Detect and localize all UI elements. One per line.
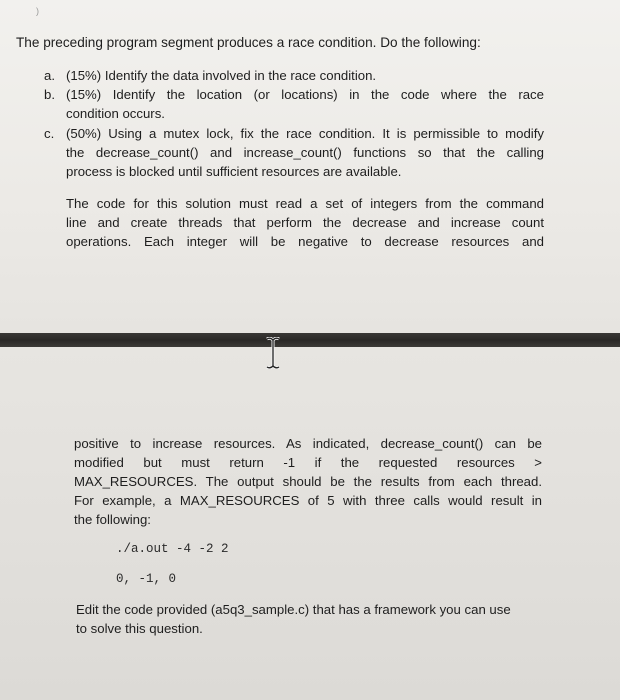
example-output: 0, -1, 0: [116, 572, 177, 586]
bottom-paragraph-line-1: positive to increase resources. As indicated, decrease_count() can be: [74, 436, 542, 451]
bottom-paragraph-line-5: the following:: [74, 512, 151, 527]
page-divider-bar: [0, 333, 620, 347]
example-command: ./a.out -4 -2 2: [116, 542, 229, 556]
bottom-paragraph-line-2: modified but must return -1 if the requested resources >: [74, 455, 542, 470]
paragraph-line-3: operations. Each integer will be negative to decrease resources and: [66, 234, 544, 249]
paragraph-line-1: The code for this solution must read a set of integers from the command: [66, 196, 544, 211]
bottom-paragraph-line-3: MAX_RESOURCES. The output should be the results from each thread.: [74, 474, 542, 489]
item-b-line-2: condition occurs.: [66, 106, 165, 121]
corner-mark: ): [36, 6, 39, 16]
item-b-line-1: (15%) Identify the location (or locations) in the code where the race: [66, 87, 544, 102]
closing-line-1: Edit the code provided (a5q3_sample.c) that has a framework you can use: [76, 602, 511, 617]
intro-text: The preceding program segment produces a race condition. Do the following:: [16, 35, 481, 50]
item-c-line-3: process is blocked until sufficient resources are available.: [66, 164, 402, 179]
item-c-line-1: (50%) Using a mutex lock, fix the race condition. It is permissible to modify: [66, 126, 544, 141]
item-a-line-1: (15%) Identify the data involved in the race condition.: [66, 68, 377, 83]
item-c-marker: c.: [44, 126, 55, 141]
bottom-paragraph-line-4: For example, a MAX_RESOURCES of 5 with three calls would result in: [74, 493, 542, 508]
item-b-marker: b.: [44, 87, 55, 102]
i-beam-text-cursor-icon: [266, 337, 280, 369]
item-c-line-2: the decrease_count() and increase_count() functions so that the calling: [66, 145, 544, 160]
paragraph-line-2: line and create threads that perform the decrease and increase count: [66, 215, 544, 230]
closing-line-2: to solve this question.: [76, 621, 203, 636]
item-a-marker: a.: [44, 68, 55, 83]
